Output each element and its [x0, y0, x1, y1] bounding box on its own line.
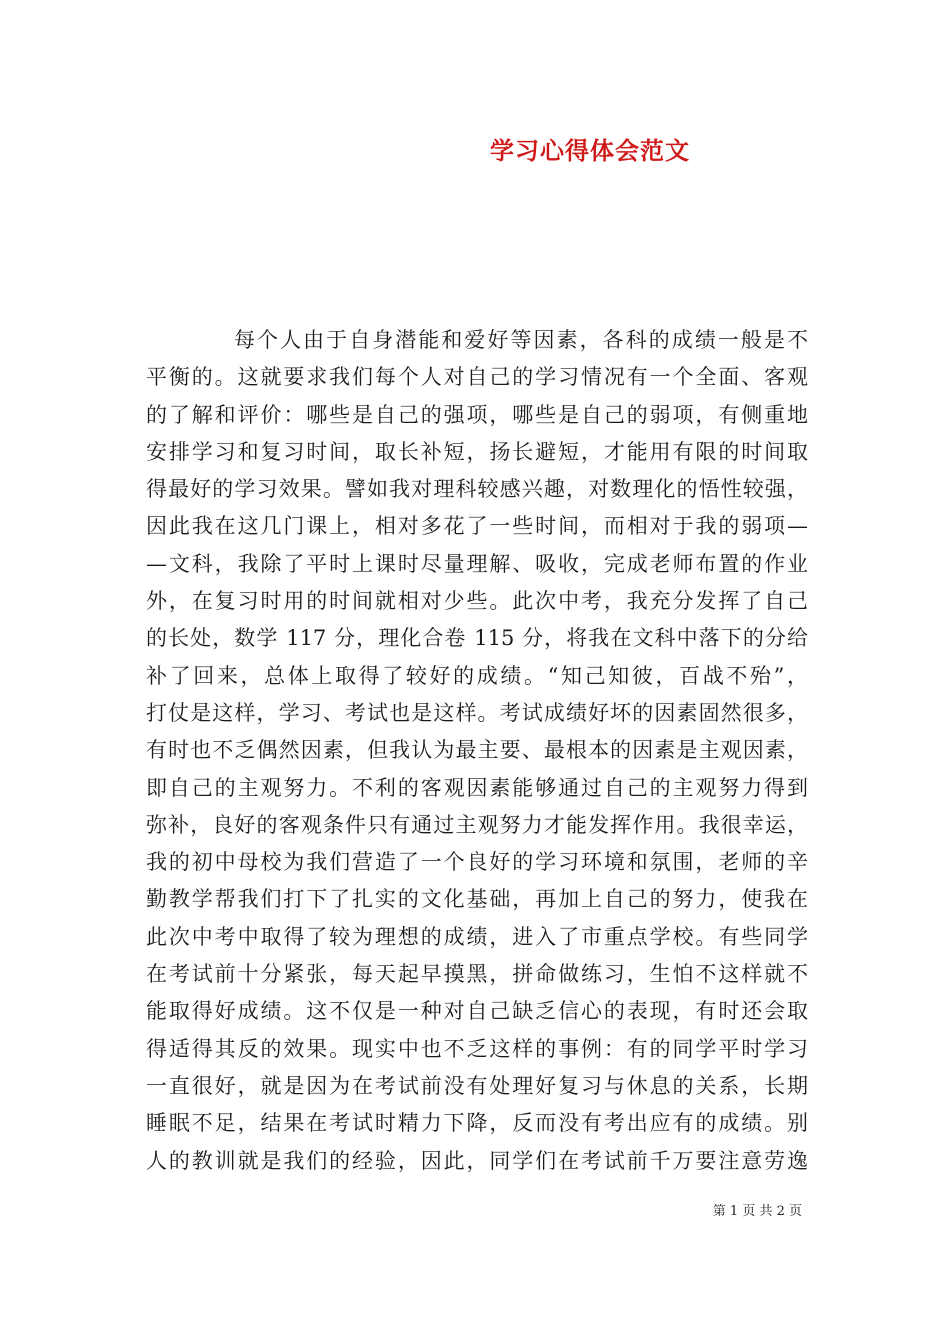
- body-line: 平衡的。这就要求我们每个人对自己的学习情况有一个全面、客观: [146, 365, 808, 390]
- body-line: 有时也不乏偶然因素，但我认为最主要、最根本的因素是主观因素，: [146, 738, 808, 763]
- page-footer: 第 1 页 共 2 页: [712, 1204, 802, 1219]
- body-line: 勤教学帮我们打下了扎实的文化基础，再加上自己的努力，使我在: [146, 887, 808, 912]
- body-line: 打仗是这样，学习、考试也是这样。考试成绩好坏的因素固然很多，: [146, 700, 808, 725]
- title-area: [0, 0, 950, 200]
- body-line: 能取得好成绩。这不仅是一种对自己缺乏信心的表现，有时还会取: [146, 999, 808, 1024]
- body-line: 得最好的学习效果。譬如我对理科较感兴趣，对数理化的悟性较强，: [146, 477, 808, 502]
- body-line: 的了解和评价：哪些是自己的强项，哪些是自己的弱项，有侧重地: [146, 402, 808, 427]
- body-line: 补了回来，总体上取得了较好的成绩。“知己知彼，百战不殆”，: [146, 663, 808, 688]
- document-body: [146, 322, 808, 1180]
- body-line: 因此我在这几门课上，相对多花了一些时间，而相对于我的弱项—: [146, 514, 808, 539]
- body-line: 此次中考中取得了较为理想的成绩，进入了市重点学校。有些同学: [146, 924, 808, 949]
- body-line: 的长处，数学 117 分，理化合卷 115 分，将我在文科中落下的分给: [146, 626, 808, 651]
- body-line: 即自己的主观努力。不利的客观因素能够通过自己的主观努力得到: [146, 775, 808, 800]
- body-line: 在考试前十分紧张，每天起早摸黑，拼命做练习，生怕不这样就不: [146, 962, 808, 987]
- body-line: 我的初中母校为我们营造了一个良好的学习环境和氛围，老师的辛: [146, 850, 808, 875]
- document-title: 学习心得体会范文: [490, 136, 690, 165]
- body-line: 得适得其反的效果。现实中也不乏这样的事例：有的同学平时学习: [146, 1036, 808, 1061]
- body-line: 弥补，良好的客观条件只有通过主观努力才能发挥作用。我很幸运，: [146, 812, 808, 837]
- body-line: 一直很好，就是因为在考试前没有处理好复习与休息的关系，长期: [146, 1073, 808, 1098]
- body-line: 睡眠不足，结果在考试时精力下降，反而没有考出应有的成绩。别: [146, 1111, 808, 1136]
- body-line: 安排学习和复习时间，取长补短，扬长避短，才能用有限的时间取: [146, 439, 808, 464]
- body-line: —文科，我除了平时上课时尽量理解、吸收，完成老师布置的作业: [146, 551, 808, 576]
- body-line: 人的教训就是我们的经验，因此，同学们在考试前千万要注意劳逸: [146, 1148, 808, 1173]
- body-line: 每个人由于自身潜能和爱好等因素，各科的成绩一般是不: [234, 328, 808, 352]
- body-line: 外，在复习时用的时间就相对少些。此次中考，我充分发挥了自己: [146, 589, 808, 614]
